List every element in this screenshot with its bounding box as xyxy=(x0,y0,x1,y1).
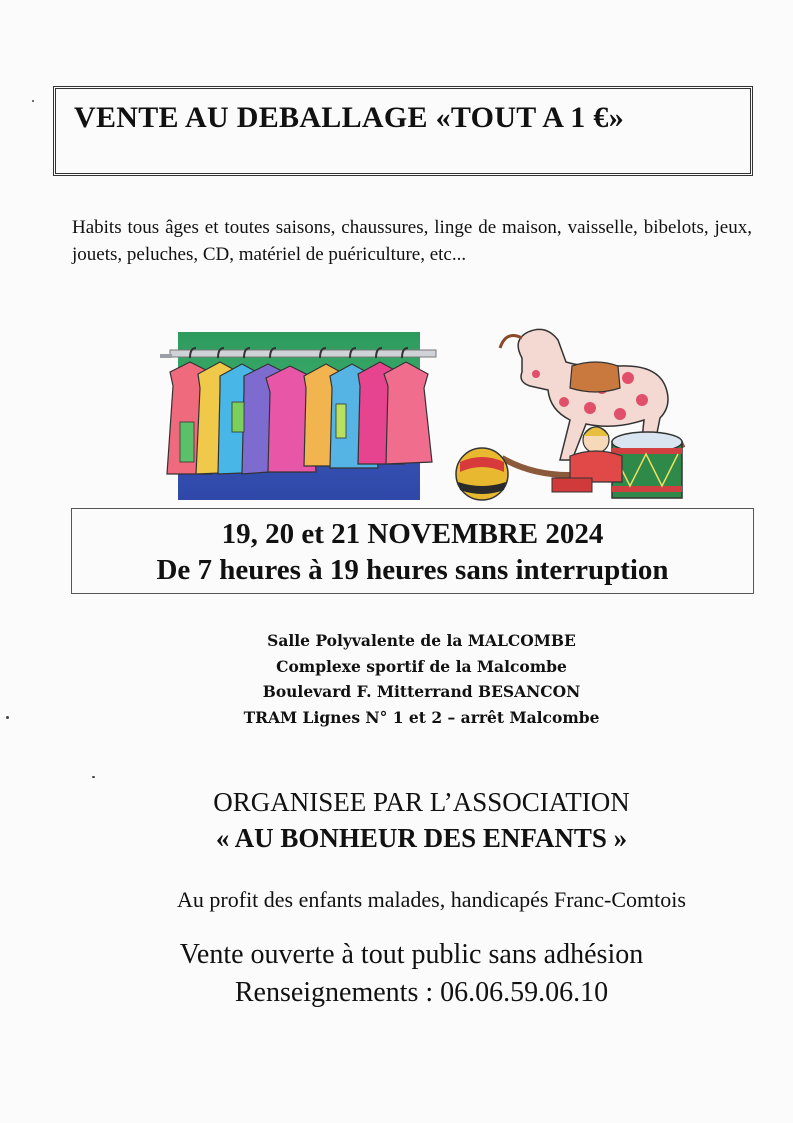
poster-title: VENTE AU DEBALLAGE «TOUT A 1 €» xyxy=(74,101,625,134)
event-hours: De 7 heures à 19 heures sans interruption xyxy=(156,554,669,586)
ball xyxy=(456,448,508,500)
clothes-rack-illustration xyxy=(140,332,440,500)
event-dates: 19, 20 et 21 NOVEMBRE 2024 xyxy=(221,518,604,550)
scan-speck xyxy=(32,100,34,102)
organizer-intro: ORGANISEE PAR L’ASSOCIATION xyxy=(213,787,630,817)
organizer-name: « AU BONHEUR DES ENFANTS » xyxy=(215,823,628,853)
venue-tram: TRAM Lignes N° 1 et 2 – arrêt Malcombe xyxy=(243,707,600,727)
garment-pink-coat xyxy=(384,362,432,464)
contact-info: Renseignements : 06.06.59.06.10 xyxy=(234,977,609,1008)
venue-complex: Complexe sportif de la Malcombe xyxy=(276,656,567,676)
items-description: Habits tous âges et toutes saisons, chaussures, linge de maison, vaisselle, bibelots, jeux, jouets, peluches, CD, matériel de puériculture, etc... xyxy=(72,217,752,265)
dates-frame xyxy=(71,508,754,594)
venue-block xyxy=(0,628,793,730)
toys-illustration xyxy=(452,318,692,504)
saddle xyxy=(570,362,620,392)
rack-bar xyxy=(170,350,436,357)
title-frame xyxy=(53,86,753,176)
open-to-public: Vente ouverte à tout public sans adhésion xyxy=(179,939,644,970)
beneficiaries-line: Au profit des enfants malades, handicapés Franc-Comtois xyxy=(177,887,686,912)
venue-hall: Salle Polyvalente de la MALCOMBE xyxy=(267,631,576,650)
rack-end xyxy=(160,354,172,358)
venue-address: Boulevard F. Mitterrand BESANCON xyxy=(262,682,581,701)
scan-speck xyxy=(92,776,95,778)
